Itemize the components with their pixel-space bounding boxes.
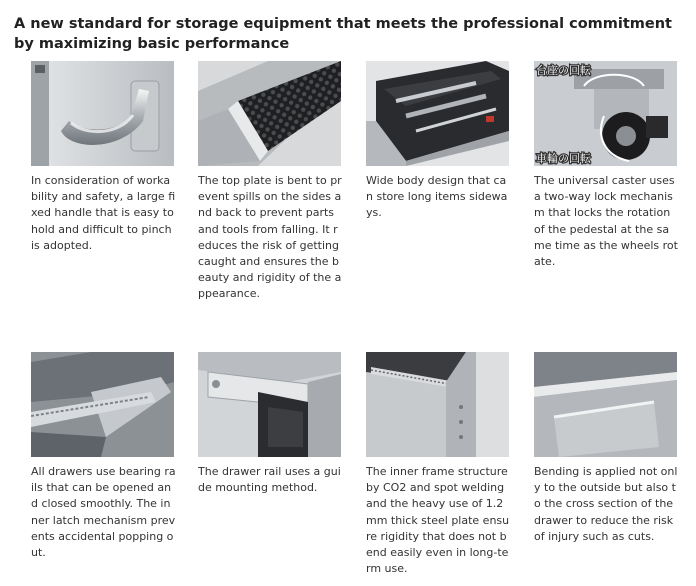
top-plate-photo bbox=[198, 61, 341, 166]
drawer-handle-photo bbox=[31, 61, 174, 166]
feature-description: Bending is applied not only to the outside but also to the cross section of the drawer to reduce the risk of injury such as cuts. bbox=[534, 465, 678, 543]
inner-frame-photo bbox=[366, 352, 509, 457]
feature-description: The drawer rail uses a guide mounting method. bbox=[198, 465, 341, 495]
feature-description: In consideration of workability and safety, a large fixed handle that is easy to hold and difficult to pinch is adopted. bbox=[31, 174, 176, 252]
feature-description: The inner frame structure by CO2 and spot welding and the heavy use of 1.2 mm thick steel plate ensure rigidity that does not bend easily even in long-term use. bbox=[366, 465, 510, 576]
caption-pedestal-rotation: 台座の回転 bbox=[536, 64, 591, 77]
feature-description: The top plate is bent to prevent spills on the sides and back to prevent parts and tools from falling. It reduces the risk of getting caught and ensures the beauty and rigidity of the appearance. bbox=[198, 174, 342, 301]
page-title: A new standard for storage equipment that meets the professional commitment by maximizing basic performance bbox=[14, 16, 672, 52]
drawer-rail-photo bbox=[198, 352, 341, 457]
bent-edge-photo bbox=[534, 352, 677, 457]
feature-description: All drawers use bearing rails that can be opened and closed smoothly. The inner latch mechanism prevents accidental popping out. bbox=[31, 465, 176, 560]
feature-description: The universal caster uses a two-way lock mechanism that locks the rotation of the pedestal at the same time as the wheels rotate. bbox=[534, 174, 678, 269]
wide-drawer-photo bbox=[366, 61, 509, 166]
bearing-rail-photo bbox=[31, 352, 174, 457]
caster-photo bbox=[534, 61, 677, 166]
caption-wheel-rotation: 車輪の回転 bbox=[536, 152, 591, 165]
feature-description: Wide body design that can store long items sideways. bbox=[366, 174, 508, 220]
